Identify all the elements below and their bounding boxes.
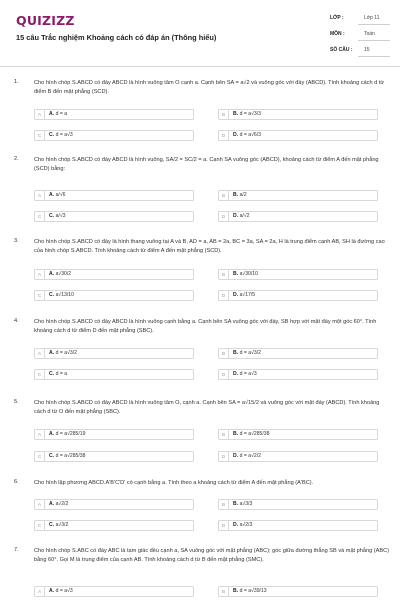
option-text: a√17/5 bbox=[239, 292, 256, 298]
question-text: Cho hình chóp S.ABCD có đáy là hình thang vuông tại A và B, AD = a, AB = 2a, BC = 3a, SA = 2a, H là trung điểm cạnh AB, SH là đường cao của hình chóp S.ABCD. Tính khoảng cách từ điểm A đến mặt phẳng (SCD). bbox=[34, 239, 385, 254]
option-letter: D bbox=[219, 291, 229, 301]
question-number: 4. bbox=[14, 318, 19, 324]
option-c[interactable] bbox=[34, 451, 194, 462]
meta-count-label: SỐ CÂU : bbox=[330, 47, 353, 53]
option-text: a/√6 bbox=[55, 192, 66, 198]
option-text: d = a bbox=[55, 111, 68, 117]
option-b[interactable] bbox=[218, 348, 378, 359]
option-letter: B bbox=[219, 270, 229, 280]
option-c[interactable] bbox=[34, 369, 194, 380]
option-letter: A bbox=[35, 349, 45, 359]
option-letter: B bbox=[219, 191, 229, 201]
option-b[interactable] bbox=[218, 109, 378, 120]
option-letter: B bbox=[219, 587, 229, 597]
option-b[interactable] bbox=[218, 269, 378, 280]
option-letter: B bbox=[219, 430, 229, 440]
option-label: A. bbox=[49, 431, 55, 437]
option-c[interactable] bbox=[34, 211, 194, 222]
meta-class-label: LỚP : bbox=[330, 15, 344, 21]
option-text: a/√3 bbox=[55, 213, 66, 219]
question-text: Cho hình chóp S.ABCD có đáy ABCD là hình vuông tâm O cạnh a. Cạnh bên SA = a√2 và vuông góc với đáy (ABCD). Tính khoảng cách d từ điểm B đến mặt phẳng (SCD). bbox=[34, 80, 385, 95]
question-number: 7. bbox=[14, 547, 19, 553]
meta-subject-value: Toán bbox=[364, 31, 375, 37]
option-letter: A bbox=[35, 110, 45, 120]
option-label: C. bbox=[49, 132, 55, 138]
option-label: C. bbox=[49, 453, 55, 459]
option-text: d = a√6/3 bbox=[239, 132, 261, 138]
option-a[interactable] bbox=[34, 348, 194, 359]
option-a[interactable] bbox=[34, 586, 194, 597]
option-label: B. bbox=[233, 111, 239, 117]
option-label: A. bbox=[49, 501, 55, 507]
question-number: 2. bbox=[14, 156, 19, 162]
option-letter: D bbox=[219, 370, 229, 380]
option-text: d = a√2/2 bbox=[239, 453, 261, 459]
option-letter: D bbox=[219, 131, 229, 141]
option-a[interactable] bbox=[34, 190, 194, 201]
option-letter: C bbox=[35, 521, 45, 531]
meta-underline bbox=[358, 40, 390, 41]
option-d[interactable] bbox=[218, 211, 378, 222]
option-text: d = a√39/13 bbox=[239, 588, 267, 594]
option-a[interactable] bbox=[34, 429, 194, 440]
option-label: C. bbox=[49, 292, 55, 298]
option-text: a√30/10 bbox=[239, 271, 258, 277]
option-text: d = a√3 bbox=[55, 132, 73, 138]
option-d[interactable] bbox=[218, 520, 378, 531]
option-letter: B bbox=[219, 110, 229, 120]
meta-underline bbox=[358, 24, 390, 25]
option-text: d = a√3/3 bbox=[239, 111, 261, 117]
option-text: d = a√3/2 bbox=[55, 350, 77, 356]
meta-count-value: 15 bbox=[364, 47, 370, 53]
meta-subject-label: MÔN : bbox=[330, 31, 345, 37]
option-d[interactable] bbox=[218, 290, 378, 301]
option-letter: C bbox=[35, 131, 45, 141]
option-text: d = a bbox=[55, 371, 68, 377]
option-label: B. bbox=[233, 588, 239, 594]
option-text: a√30/2 bbox=[55, 271, 72, 277]
option-letter: D bbox=[219, 521, 229, 531]
option-letter: C bbox=[35, 212, 45, 222]
option-label: A. bbox=[49, 350, 55, 356]
option-label: D. bbox=[233, 292, 239, 298]
option-label: B. bbox=[233, 271, 239, 277]
meta-underline bbox=[358, 56, 390, 57]
option-letter: D bbox=[219, 452, 229, 462]
question-number: 6. bbox=[14, 479, 19, 485]
option-letter: B bbox=[219, 349, 229, 359]
option-text: d = a√3/2 bbox=[239, 350, 261, 356]
option-letter: A bbox=[35, 500, 45, 510]
option-label: C. bbox=[49, 522, 55, 528]
quizizz-logo: QUIZIZZ bbox=[16, 13, 75, 28]
option-letter: C bbox=[35, 370, 45, 380]
option-text: a√2/3 bbox=[239, 522, 253, 528]
option-label: C. bbox=[49, 371, 55, 377]
option-text: a√2/2 bbox=[55, 501, 69, 507]
option-text: d = a√285/19 bbox=[55, 431, 86, 437]
option-label: D. bbox=[233, 371, 239, 377]
option-label: D. bbox=[233, 522, 239, 528]
option-text: a/√2 bbox=[239, 213, 250, 219]
question-text: Cho hình chóp S.ABCD có đáy ABCD là hình vuông tâm O, cạnh a. Cạnh bên SA = a√15/2 và vuông góc với mặt đáy (ABCD). Tính khoảng cách d từ O đến mặt phẳng (SBC). bbox=[34, 400, 380, 415]
question-text: Cho hình chóp S.ABC có đáy ABC là tam giác đều cạnh a, SA vuông góc với mặt phẳng (ABC); góc giữa đường thẳng SB và mặt phẳng (ABC) bằng 60°. Gọi M là trung điểm của cạnh AB. Tính khoảng cách d từ B đến mặt phẳng (SMC). bbox=[34, 548, 389, 563]
option-label: D. bbox=[233, 132, 239, 138]
meta-class bbox=[328, 12, 390, 25]
question-text: Cho hình chóp S.ABCD có đáy ABCD là hình vuông cạnh bằng a. Cạnh bên SA vuông góc với đáy, SB hợp với mặt đáy một góc 60°. Tính khoảng cách d từ điểm D đến mặt phẳng (SBC). bbox=[34, 319, 377, 334]
option-letter: C bbox=[35, 291, 45, 301]
header-divider bbox=[0, 66, 400, 67]
option-a[interactable] bbox=[34, 499, 194, 510]
question-number: 3. bbox=[14, 238, 19, 244]
meta-subject bbox=[328, 28, 390, 41]
option-letter: B bbox=[219, 500, 229, 510]
option-d[interactable] bbox=[218, 369, 378, 380]
option-c[interactable] bbox=[34, 520, 194, 531]
option-b[interactable] bbox=[218, 429, 378, 440]
option-letter: A bbox=[35, 270, 45, 280]
question-text: Cho hình chóp S.ABCD có đáy ABCD là hình vuông, SA/2 = SC/2 = a. Cạnh SA vuông góc (ABCD), khoảng cách từ điểm A đến mặt phẳng (SCD) bằng: bbox=[34, 157, 379, 172]
meta-count bbox=[328, 44, 390, 57]
option-label: B. bbox=[233, 192, 239, 198]
option-a[interactable] bbox=[34, 109, 194, 120]
option-text: a/2 bbox=[239, 192, 247, 198]
option-label: A. bbox=[49, 588, 55, 594]
option-text: d = a√285/38 bbox=[55, 453, 86, 459]
option-text: a√13/10 bbox=[55, 292, 74, 298]
option-label: D. bbox=[233, 213, 239, 219]
option-letter: A bbox=[35, 430, 45, 440]
option-label: D. bbox=[233, 453, 239, 459]
option-text: d = a√3 bbox=[55, 588, 73, 594]
option-b[interactable] bbox=[218, 190, 378, 201]
question-number: 1. bbox=[14, 79, 19, 85]
option-b[interactable] bbox=[218, 586, 378, 597]
option-label: B. bbox=[233, 501, 239, 507]
option-c[interactable] bbox=[34, 130, 194, 141]
question-text: Cho hình lập phương ABCD.A'B'C'D' có cạnh bằng a. Tính theo a khoảng cách từ điểm A đến mặt phẳng (A'BC). bbox=[34, 480, 314, 486]
option-text: d = a√285/38 bbox=[239, 431, 270, 437]
option-label: B. bbox=[233, 431, 239, 437]
option-label: B. bbox=[233, 350, 239, 356]
option-letter: D bbox=[219, 212, 229, 222]
question-number: 5. bbox=[14, 399, 19, 405]
page-title: 15 câu Trắc nghiệm Khoảng cách có đáp án (Thông hiểu) bbox=[16, 33, 217, 42]
option-d[interactable] bbox=[218, 451, 378, 462]
option-b[interactable] bbox=[218, 499, 378, 510]
option-label: C. bbox=[49, 213, 55, 219]
option-d[interactable] bbox=[218, 130, 378, 141]
option-a[interactable] bbox=[34, 269, 194, 280]
option-letter: C bbox=[35, 452, 45, 462]
option-letter: A bbox=[35, 587, 45, 597]
option-label: A. bbox=[49, 111, 55, 117]
option-text: d = a√3 bbox=[239, 371, 257, 377]
option-text: a√3/3 bbox=[239, 501, 253, 507]
meta-class-value: Lớp 11 bbox=[364, 15, 380, 21]
option-letter: A bbox=[35, 191, 45, 201]
option-c[interactable] bbox=[34, 290, 194, 301]
option-label: A. bbox=[49, 192, 55, 198]
page-header bbox=[0, 0, 400, 62]
option-label: A. bbox=[49, 271, 55, 277]
option-text: a√3/2 bbox=[55, 522, 69, 528]
